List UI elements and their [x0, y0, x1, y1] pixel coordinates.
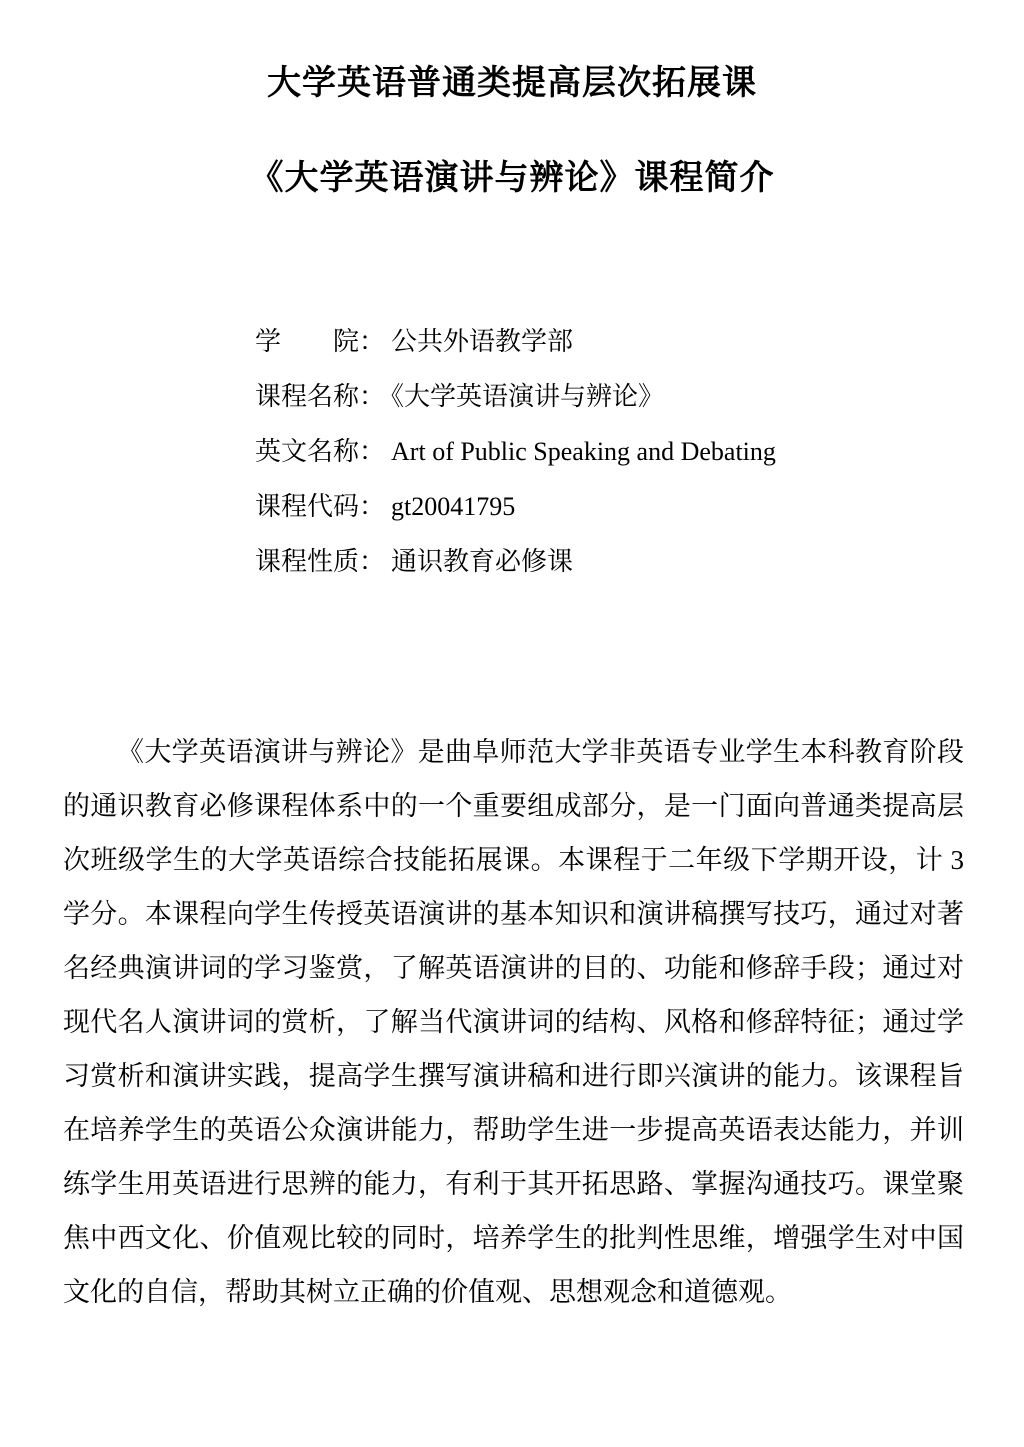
- course-type-colon: ：: [359, 547, 386, 576]
- document-title: 大学英语普通类提高层次拓展课: [267, 64, 757, 102]
- english-name-colon: ：: [359, 437, 386, 466]
- course-type-label: 课程性质: [255, 547, 360, 576]
- meta-row-english-name: [255, 424, 964, 479]
- college-value: 公共外语教学部: [391, 327, 574, 356]
- course-meta-list: [255, 314, 964, 589]
- english-name-label: 英文名称: [255, 437, 360, 466]
- college-colon: ：: [359, 327, 386, 356]
- course-name-label: 课程名称: [255, 382, 360, 411]
- course-code-value: gt20041795: [391, 492, 516, 521]
- meta-row-course-code: [255, 479, 964, 534]
- course-description-paragraph: 《大学英语演讲与辨论》是曲阜师范大学非英语专业学生本科教育阶段的通识教育必修课程体系中的一个重要组成部分，是一门面向普通类提高层次班级学生的大学英语综合技能拓展课。本课程于二年级下学期开设，计 3 学分。本课程向学生传授英语演讲的基本知识和演讲稿撰写技巧，通过对著名经典演讲词的学习鉴赏，了解英语演讲的目的、功能和修辞手段；通过对现代名人演讲词的赏析，了解当代演讲词的结构、风格和修辞特征；通过学习赏析和演讲实践，提高学生撰写演讲稿和进行即兴演讲的能力。该课程旨在培养学生的英语公众演讲能力，帮助学生进一步提高英语表达能力，并训练学生用英语进行思辨的能力，有利于其开拓思路、掌握沟通技巧。课堂聚焦中西文化、价值观比较的同时，培养学生的批判性思维，增强学生对中国文化的自信，帮助其树立正确的价值观、思想观念和道德观。: [63, 737, 964, 1307]
- course-name-value: 《大学英语演讲与辨论》: [391, 382, 665, 411]
- college-label: 学 院: [255, 327, 360, 356]
- course-name-colon: ：: [359, 382, 386, 411]
- meta-row-course-name: [255, 369, 964, 424]
- english-name-value: Art of Public Speaking and Debating: [391, 437, 776, 466]
- meta-row-college: [255, 314, 964, 369]
- course-description-section: [63, 725, 964, 1319]
- meta-row-course-type: [255, 534, 964, 589]
- document-subtitle: 《大学英语演讲与辨论》课程简介: [249, 159, 775, 197]
- course-code-colon: ：: [359, 492, 386, 521]
- course-type-value: 通识教育必修课: [391, 547, 574, 576]
- course-code-label: 课程代码: [255, 492, 360, 521]
